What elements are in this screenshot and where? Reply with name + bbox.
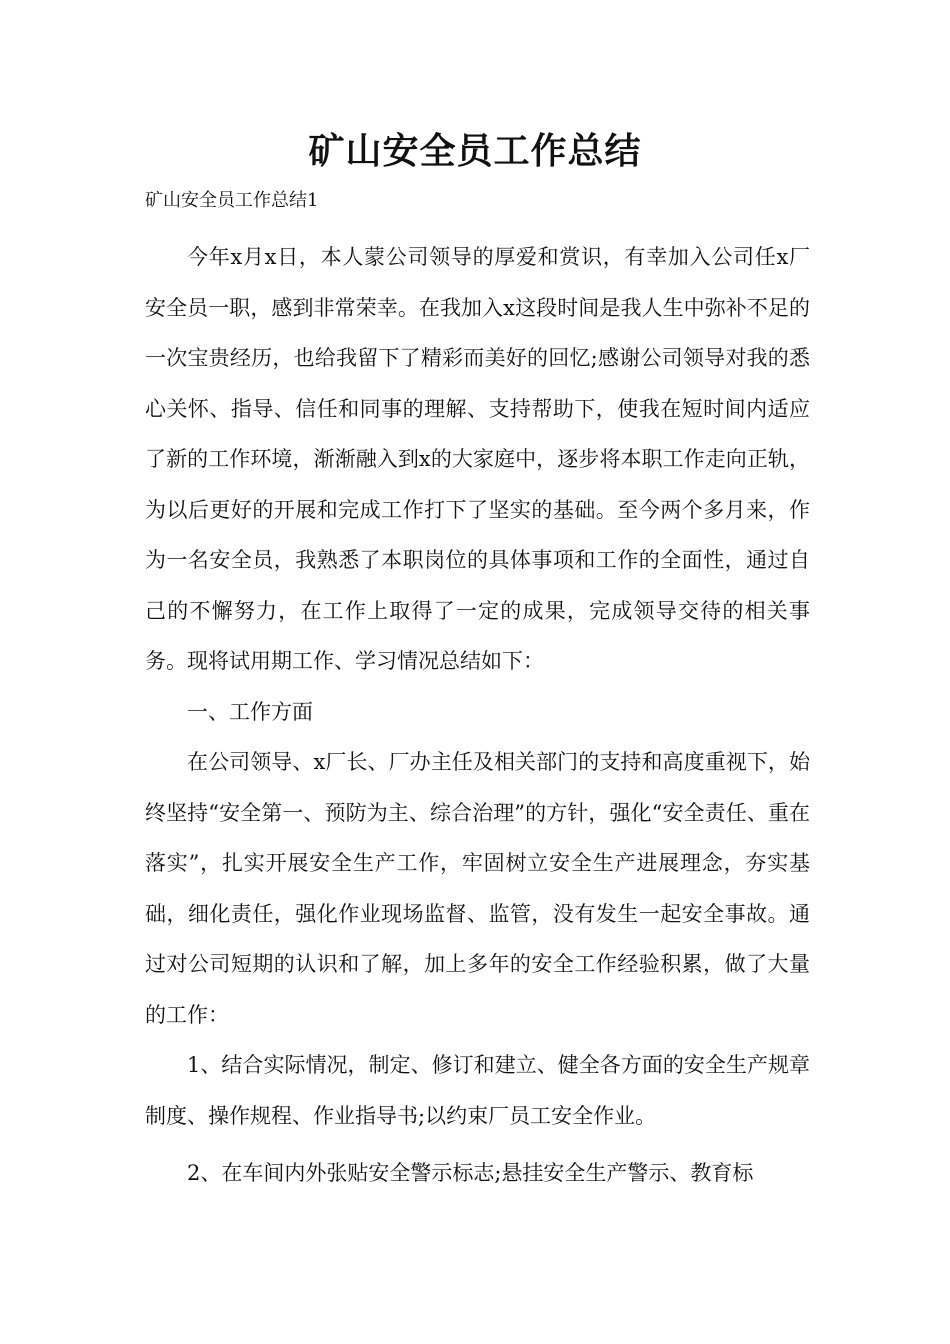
section-subtitle: 矿山安全员工作总结1 (145, 190, 319, 211)
document-body (145, 232, 810, 1199)
paragraph-intro: 今年x月x日，本人蒙公司领导的厚爱和赏识，有幸加入公司任x厂安全员一职，感到非常荣幸。在我加入x这段时间是我人生中弥补不足的一次宝贵经历，也给我留下了精彩而美好的回忆;感谢公司领导对我的悉心关怀、指导、信任和同事的理解、支持帮助下，使我在短时间内适应了新的工作环境，渐渐融入到x的大家庭中，逐步将本职工作走向正轨，为以后更好的开展和完成工作打下了坚实的基础。至今两个多月来，作为一名安全员，我熟悉了本职岗位的具体事项和工作的全面性，通过自己的不懈努力，在工作上取得了一定的成果，完成领导交待的相关事务。现将试用期工作、学习情况总结如下： (145, 245, 810, 673)
paragraph-work: 在公司领导、x厂长、厂办主任及相关部门的支持和高度重视下，始终坚持“安全第一、预防为主、综合治理”的方针，强化“安全责任、重在落实”，扎实开展安全生产工作，牢固树立安全生产进展理念，夯实基础，细化责任，强化作业现场监督、监管，没有发生一起安全事故。通过对公司短期的认识和了解，加上多年的安全工作经验积累，做了大量的工作： (145, 750, 810, 1027)
list-item-1: 1、结合实际情况，制定、修订和建立、健全各方面的安全生产规章制度、操作规程、作业指导书;以约束厂员工安全作业。 (145, 1053, 810, 1128)
section-heading-work: 一、工作方面 (187, 699, 313, 724)
list-item-2: 2、在车间内外张贴安全警示标志;悬挂安全生产警示、教育标 (187, 1161, 754, 1185)
document-title: 矿山安全员工作总结 (308, 131, 642, 172)
